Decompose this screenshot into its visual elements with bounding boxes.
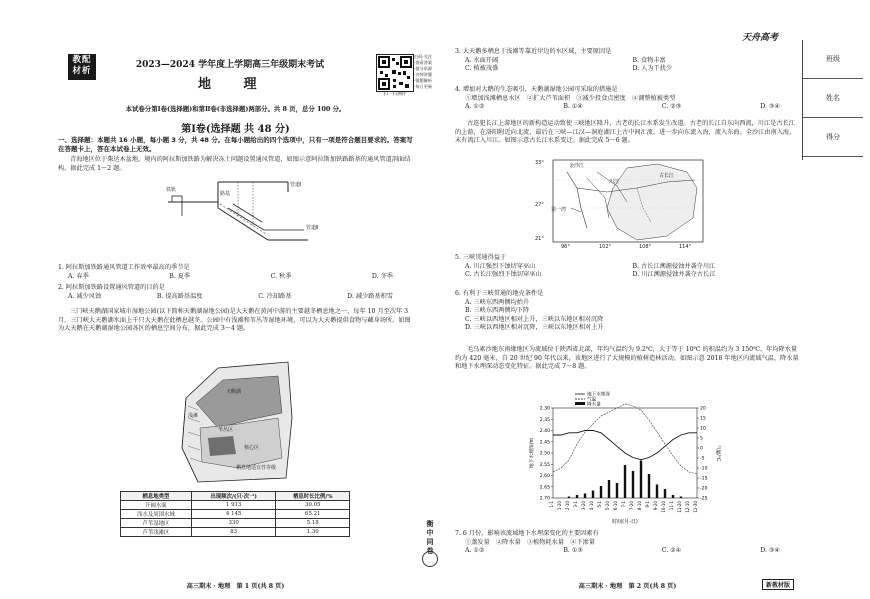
page-footer-right: 高三期末 · 地理 第 2 页(共 8 页) xyxy=(578,583,677,590)
map-label-reed: 苇丛区 xyxy=(218,427,234,433)
q7-choices: ①蒸发量 ②降水量 ③植物耗水量 ④下渗量 xyxy=(465,538,595,546)
y2-tick-label: -15 xyxy=(700,476,708,482)
subject-title: 地 理 xyxy=(198,77,271,92)
q6-option-c[interactable]: C. 三峡以西地区相对上升，三峡以东地区相对沉降 xyxy=(465,315,604,323)
q6-option-a[interactable]: A. 三峡东西两侧均抬升 xyxy=(465,298,530,306)
x-tick-label: 11-1 xyxy=(669,501,674,511)
question-5 xyxy=(455,254,800,280)
x-tick-label: 8-10 xyxy=(637,501,642,511)
precip-bar xyxy=(576,495,578,498)
y-tick-label: 2.65 xyxy=(539,485,550,491)
q3-option-d[interactable]: D. 人为干扰少 xyxy=(632,65,673,73)
y2-tick-label: -5 xyxy=(700,456,705,462)
map2-label-guchangjiang: 古长江 xyxy=(659,173,675,179)
x-tick-label: 1-20 xyxy=(557,501,562,511)
y-tick-label: 2.45 xyxy=(539,440,550,446)
legend-swatch xyxy=(575,402,585,405)
map-label-lake: 天鹅湖 xyxy=(226,389,242,395)
center-stamp: 衡 中 同 卷 xyxy=(426,520,434,555)
table-header: 栖息时长比例/% xyxy=(276,492,350,501)
y-tick-label: 2.60 xyxy=(539,474,550,480)
qr-caption: 扫一扫测评 xyxy=(383,92,407,97)
q6-option-d[interactable]: D. 三峡以西地区相对沉降，三峡以东地区相对上升 xyxy=(465,324,604,332)
map2-label-chuanjiang: 川江 xyxy=(609,179,620,185)
chart-svg xyxy=(525,390,725,525)
y2-tick-label: 0 xyxy=(700,446,703,452)
table-header: 出现频次/(只·次⁻¹) xyxy=(191,492,276,501)
q2-option-a[interactable]: A. 减少风蚀 xyxy=(68,292,102,300)
qr-note: ·提分资源 xyxy=(414,66,433,71)
y-tick-label: 2.55 xyxy=(539,462,550,468)
section-intro: 一、选择题：本题共 16 小题，每小题 3 分，共 48 分。在每小题给出的四个选项中，只有一项是符合题目要求的。答案写在答题卡上，答在本试卷上无效。 xyxy=(58,136,413,153)
precip-bar xyxy=(584,494,586,499)
label-pipe-2: 管道Ⅱ xyxy=(306,225,319,231)
q5-option-d[interactable]: D. 川江溯源侵蚀并袭夺古长江 xyxy=(632,271,716,279)
table-cell: 65.21 xyxy=(276,510,350,519)
precip-bar xyxy=(648,474,650,498)
table-cell: 5.18 xyxy=(276,519,350,528)
label-roadbed: 路基 xyxy=(220,191,231,197)
precip-bar xyxy=(664,489,666,498)
y-tick-label: 2.40 xyxy=(539,429,550,435)
precip-bar xyxy=(656,485,658,499)
legend-label: 降水量 xyxy=(587,402,601,408)
map2-lon-114: 114° xyxy=(679,244,692,250)
label-rail: 铁轨 xyxy=(166,187,177,193)
y-tick-label: 2.70 xyxy=(539,496,550,502)
y2-tick-label: 10 xyxy=(700,426,706,432)
table-row xyxy=(121,519,350,528)
part1-title: 第Ⅰ卷(选择题 共 48 分) xyxy=(181,124,290,135)
table-cell: 芦苇湿地区 xyxy=(121,519,192,528)
qr-note: ·错题解析 xyxy=(414,78,433,83)
q3-option-a[interactable]: A. 水面开阔 xyxy=(465,56,499,64)
q4-choices: ①增加浅滩栖息水区 ②扩大芦苇面积 ③减少投食点密度 ④调整植被类型 xyxy=(465,94,676,102)
x-tick-label: 5-20 xyxy=(605,501,610,511)
precip-bar xyxy=(592,491,594,499)
map2-lat-27: 27° xyxy=(535,202,544,208)
name-field[interactable]: 姓名 xyxy=(803,79,863,118)
table-header: 栖息地类型 xyxy=(121,492,192,501)
precip-bar xyxy=(632,471,634,498)
q1-option-c[interactable]: C. 秋季 xyxy=(270,272,292,280)
q4-option-c[interactable]: C. ②③ xyxy=(661,103,682,111)
passage-4: 毛乌素沙地东南缘地区为流域位于陕西省北部，年均气温约为 9.2℃，大于等于 10℃ 的积温约为 3 150℃，年均降水量约为 420 毫米，自 20 世纪 90 年代以来，该地区进行了大规模的植树造林活动。如图示意 2018 年地区内流域气温、降水量和地下水埋深动态变化特征。据此完成 7～8 题。 xyxy=(455,346,799,371)
x-tick-label: 4-10 xyxy=(589,501,594,511)
map2-label-jinsha: 金沙江 xyxy=(569,163,585,169)
qr-code-icon xyxy=(377,55,413,91)
q7-option-b[interactable]: B. ①③ xyxy=(563,547,583,555)
q2-option-c[interactable]: C. 冷却路基 xyxy=(258,292,292,300)
q4-stem: 4. 增加对大鹅的生态吸引，天鹅湖湿地公园可采取的措施是 xyxy=(455,86,618,93)
student-info-box xyxy=(802,40,863,160)
qr-side-notes xyxy=(414,54,444,90)
qr-note: ·每日更新 xyxy=(414,84,433,89)
groundwater-line xyxy=(553,431,697,460)
table-cell: 30.05 xyxy=(276,501,350,510)
y-tick-label: 2.30 xyxy=(539,406,550,412)
q5-option-a[interactable]: A. 川江强烈下蚀切穿巫山 xyxy=(465,262,536,270)
y2-tick-label: -20 xyxy=(700,486,708,492)
publisher-logo xyxy=(68,54,96,80)
precip-bar xyxy=(600,486,602,498)
y2-tick-label: -10 xyxy=(700,466,708,472)
q7-stem: 7. 6 月份，影响该流域地下水埋深变化的主要因素有 xyxy=(455,530,599,537)
x-tick-label: 3-20 xyxy=(581,501,586,511)
y-tick-label: 2.35 xyxy=(539,417,550,423)
label-pipe-1: 管道Ⅰ xyxy=(290,182,302,188)
table-cell: 1.30 xyxy=(276,528,350,537)
exam-instructions: 本试卷分第Ⅰ卷(选择题)和第Ⅱ卷(非选择题)两部分。共 8 页，总分 100 分。 xyxy=(125,105,346,113)
map2-lon-108: 108° xyxy=(639,244,652,250)
y2-tick-label: 20 xyxy=(700,406,706,412)
question-4 xyxy=(455,86,800,112)
table-cell: 芦苇浅滩区 xyxy=(121,528,192,537)
score-field[interactable]: 得分 xyxy=(803,118,863,157)
q3-option-c[interactable]: C. 植被茂盛 xyxy=(465,65,499,73)
table-header-row xyxy=(121,492,350,501)
right-page xyxy=(455,40,800,585)
precip-bar xyxy=(568,497,570,499)
passage-3: 古连犯长江上游地区的新构造运动致使三峡地区隆升，古老的长江水系发生改道。古老的长江自东向西流，川江是古长江的上游，在洛阳附近向北流，最后在三峡—江汉—洞庭湖江上古中间汇流，进一步向东流入海，流入东海。全沙江由南入海，末有流江入川江。如图示意古长江水系变迁。据此完成 5～6 题。 xyxy=(455,120,796,145)
x-tick-label: 2-10 xyxy=(565,501,570,511)
table-cell: 开阔水面 xyxy=(121,501,192,510)
q5-stem: 5. 三峡贯通得益于 xyxy=(455,254,507,261)
x-tick-label: 7-1 xyxy=(621,501,626,508)
precip-bar xyxy=(640,461,642,499)
ventilation-diagram xyxy=(158,178,328,250)
precip-bar xyxy=(608,480,610,498)
q5-option-c[interactable]: C. 古长江强烈下蚀切穿巫山 xyxy=(465,271,542,279)
table-cell: 4 145 xyxy=(191,510,276,519)
map-label-core: 核心区 xyxy=(244,445,260,451)
x-tick-label: 12-30 xyxy=(693,501,698,513)
stamp-circle-icon xyxy=(422,551,438,567)
y2-tick-label: -25 xyxy=(700,496,708,502)
x-tick-label: 7-20 xyxy=(629,501,634,511)
q1-stem: 1. 阿拉斯加铁路通风管道工作效率最高的季节是 xyxy=(58,264,190,271)
x-tick-label: 9-20 xyxy=(653,501,658,511)
x-tick-label: 3-1 xyxy=(573,501,578,508)
question-3 xyxy=(455,48,800,74)
temperature-line xyxy=(553,404,697,474)
question-2 xyxy=(58,284,413,301)
y-tick-label: 2.50 xyxy=(539,451,550,457)
map2-lat-21: 21° xyxy=(535,236,544,242)
map-label-shoal: 浅滩 xyxy=(188,413,199,419)
q3-option-b[interactable]: B. 食物丰富 xyxy=(632,56,666,64)
x-tick-label: 1-1 xyxy=(549,501,554,508)
y2-axis-label: 气温/℃ xyxy=(715,444,720,462)
x-tick-label: 10-10 xyxy=(661,501,666,513)
qr-note: ·名师讲题 xyxy=(414,72,433,77)
qr-note: ·查看答案 xyxy=(414,60,433,65)
q2-option-d[interactable]: D. 减少路基积雪 xyxy=(347,292,393,300)
river-system-map xyxy=(535,158,707,250)
q4-option-b[interactable]: B. ①④ xyxy=(563,103,583,111)
q1-option-b[interactable]: B. 夏季 xyxy=(169,272,191,280)
page-footer-left: 高三期末 · 地理 第 1 页(共 8 页) xyxy=(186,583,285,590)
q7-option-d[interactable]: D. ③④ xyxy=(760,547,780,555)
qr-code[interactable] xyxy=(376,54,414,92)
precip-bar xyxy=(680,497,682,499)
q6-option-b[interactable]: B. 三峡东西两侧均下降 xyxy=(465,307,530,315)
q4-option-a[interactable]: A. ①② xyxy=(465,103,485,111)
qr-note: 扫码·关注 xyxy=(414,54,433,59)
table-cell: 浅水及周围水域 xyxy=(121,510,192,519)
q1-option-a[interactable]: A. 春季 xyxy=(68,272,89,280)
precip-bar xyxy=(672,495,674,498)
q2-stem: 2. 阿拉斯加铁路设置通风管道的目的是 xyxy=(58,284,165,291)
x-tick-label: 6-10 xyxy=(613,501,618,511)
legend-label: 地下水埋深 xyxy=(587,392,610,398)
precip-bar xyxy=(624,465,626,498)
y2-tick-label: 5 xyxy=(700,436,703,442)
table-row xyxy=(121,528,350,537)
map2-label-first-bend: 第一湾 xyxy=(551,207,567,213)
legend-label: 气温 xyxy=(587,397,597,403)
y-axis-label: 地下水埋深/m xyxy=(530,437,535,469)
habitat-table xyxy=(120,491,350,537)
x-tick-label: 5-1 xyxy=(597,501,602,508)
q5-option-b[interactable]: B. 古长江溯源侵蚀并袭夺川江 xyxy=(632,262,716,270)
passage-1: 青海地区位于柴达木盆地，境内的阿拉斯加铁路为解决冻土问题设置通风管道，如图示意阿拉斯加铁路路基的通风管道剖面结构。据此完成 1～2 题。 xyxy=(58,156,411,172)
exam-title: 2023—2024 学年度上学期高三年级期末考试 xyxy=(135,60,325,70)
class-field[interactable]: 班级 xyxy=(803,40,863,79)
y2-tick-label: 15 xyxy=(700,416,706,422)
edition-badge: 新教材版 xyxy=(762,579,794,590)
table-row xyxy=(121,510,350,519)
question-6 xyxy=(455,290,800,333)
passage-2: 三门峡天鹅湖国家城市湿地公园(以下简称天鹅湖湿地公园)是大天鹅在黄河中游的主要越冬栖息地之一，每年 10 月至次年 3 月，三门峡大天鹅湖水面上千只大天鹅在此栖息越冬。公园中有浅滩和苇丛等湿地环境，可以为大天鹅提供食物与藏身场所。如图为大天鹅在天鹅湖湿地公园各区的栖息空间分布，据此完成 3～4 题。 xyxy=(58,308,411,333)
q7-option-c[interactable]: C. ②④ xyxy=(661,547,682,555)
x-axis-label: 时间(月-日) xyxy=(612,519,638,525)
table-cell: 1 913 xyxy=(191,501,276,510)
table-row xyxy=(121,501,350,510)
q2-option-b[interactable]: B. 提高路基温度 xyxy=(156,292,203,300)
q1-option-d[interactable]: D. 冬季 xyxy=(371,272,393,280)
groundwater-chart xyxy=(525,390,725,525)
map-legend-title: 栖息地适宜性等级 xyxy=(236,465,277,471)
x-tick-label: 11-20 xyxy=(677,501,682,513)
x-tick-label: 12-10 xyxy=(685,501,690,513)
table-cell: 330 xyxy=(191,519,276,528)
brand-logo: 天舟高考 xyxy=(742,33,779,43)
table-cell: 83 xyxy=(191,528,276,537)
x-tick-label: 9-1 xyxy=(645,501,650,508)
q6-stem: 6. 有利于三峡贯通的地壳条件是 xyxy=(455,290,544,297)
q3-stem: 3. 大天鹅多栖息于浅滩等靠近岸边的水区域，主要原因是 xyxy=(455,48,612,55)
precip-bar xyxy=(616,483,618,498)
wetland-map xyxy=(178,358,298,486)
map2-lon-96: 96° xyxy=(561,244,570,250)
map2-lat-33: 33° xyxy=(535,160,544,166)
logo-text: 教配材析 xyxy=(72,55,92,76)
map2-lon-102: 102° xyxy=(599,244,612,250)
question-7 xyxy=(455,530,800,556)
question-1 xyxy=(58,264,413,281)
q4-option-d[interactable]: D. ③④ xyxy=(760,103,780,111)
q7-option-a[interactable]: A. ①② xyxy=(465,547,485,555)
